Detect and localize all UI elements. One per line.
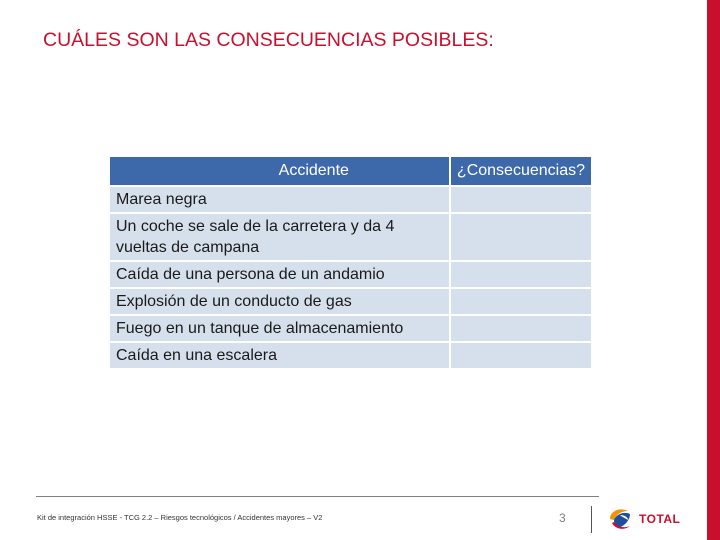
column-header-consecuencias: ¿Consecuencias? [450, 157, 591, 186]
total-logo [606, 505, 684, 533]
footer-divider [36, 496, 599, 497]
accident-cell: Marea negra [110, 186, 450, 213]
footer-separator [591, 506, 592, 533]
page-title: CUÁLES SON LAS CONSECUENCIAS POSIBLES: [43, 29, 494, 51]
footer-text: Kit de integración HSSE - TCG 2.2 – Riesgos tecnológicos / Accidentes mayores – V2 [37, 513, 323, 522]
consequence-cell [450, 288, 591, 315]
accident-cell: Explosión de un conducto de gas [110, 288, 450, 315]
accident-cell: Fuego en un tanque de almacenamiento [110, 315, 450, 342]
column-header-accidente: Accidente [110, 157, 450, 186]
accident-cell: Caída de una persona de un andamio [110, 261, 450, 288]
accident-cell: Caída en una escalera [110, 342, 450, 369]
total-logo-text: TOTAL [639, 512, 681, 526]
consequence-cell [450, 315, 591, 342]
consequences-table [110, 157, 591, 370]
total-logo-icon [606, 505, 636, 533]
table-row [110, 186, 591, 213]
consequence-cell [450, 261, 591, 288]
table-row [110, 288, 591, 315]
consequence-cell [450, 186, 591, 213]
table-header-row [110, 157, 591, 186]
table-row [110, 261, 591, 288]
accident-cell: Un coche se sale de la carretera y da 4 vueltas de campana [110, 213, 450, 261]
table-row [110, 315, 591, 342]
page-number: 3 [559, 511, 566, 525]
consequence-cell [450, 342, 591, 369]
consequence-cell [450, 213, 591, 261]
table-row [110, 342, 591, 369]
right-accent-bar [707, 0, 720, 540]
table-row [110, 213, 591, 261]
